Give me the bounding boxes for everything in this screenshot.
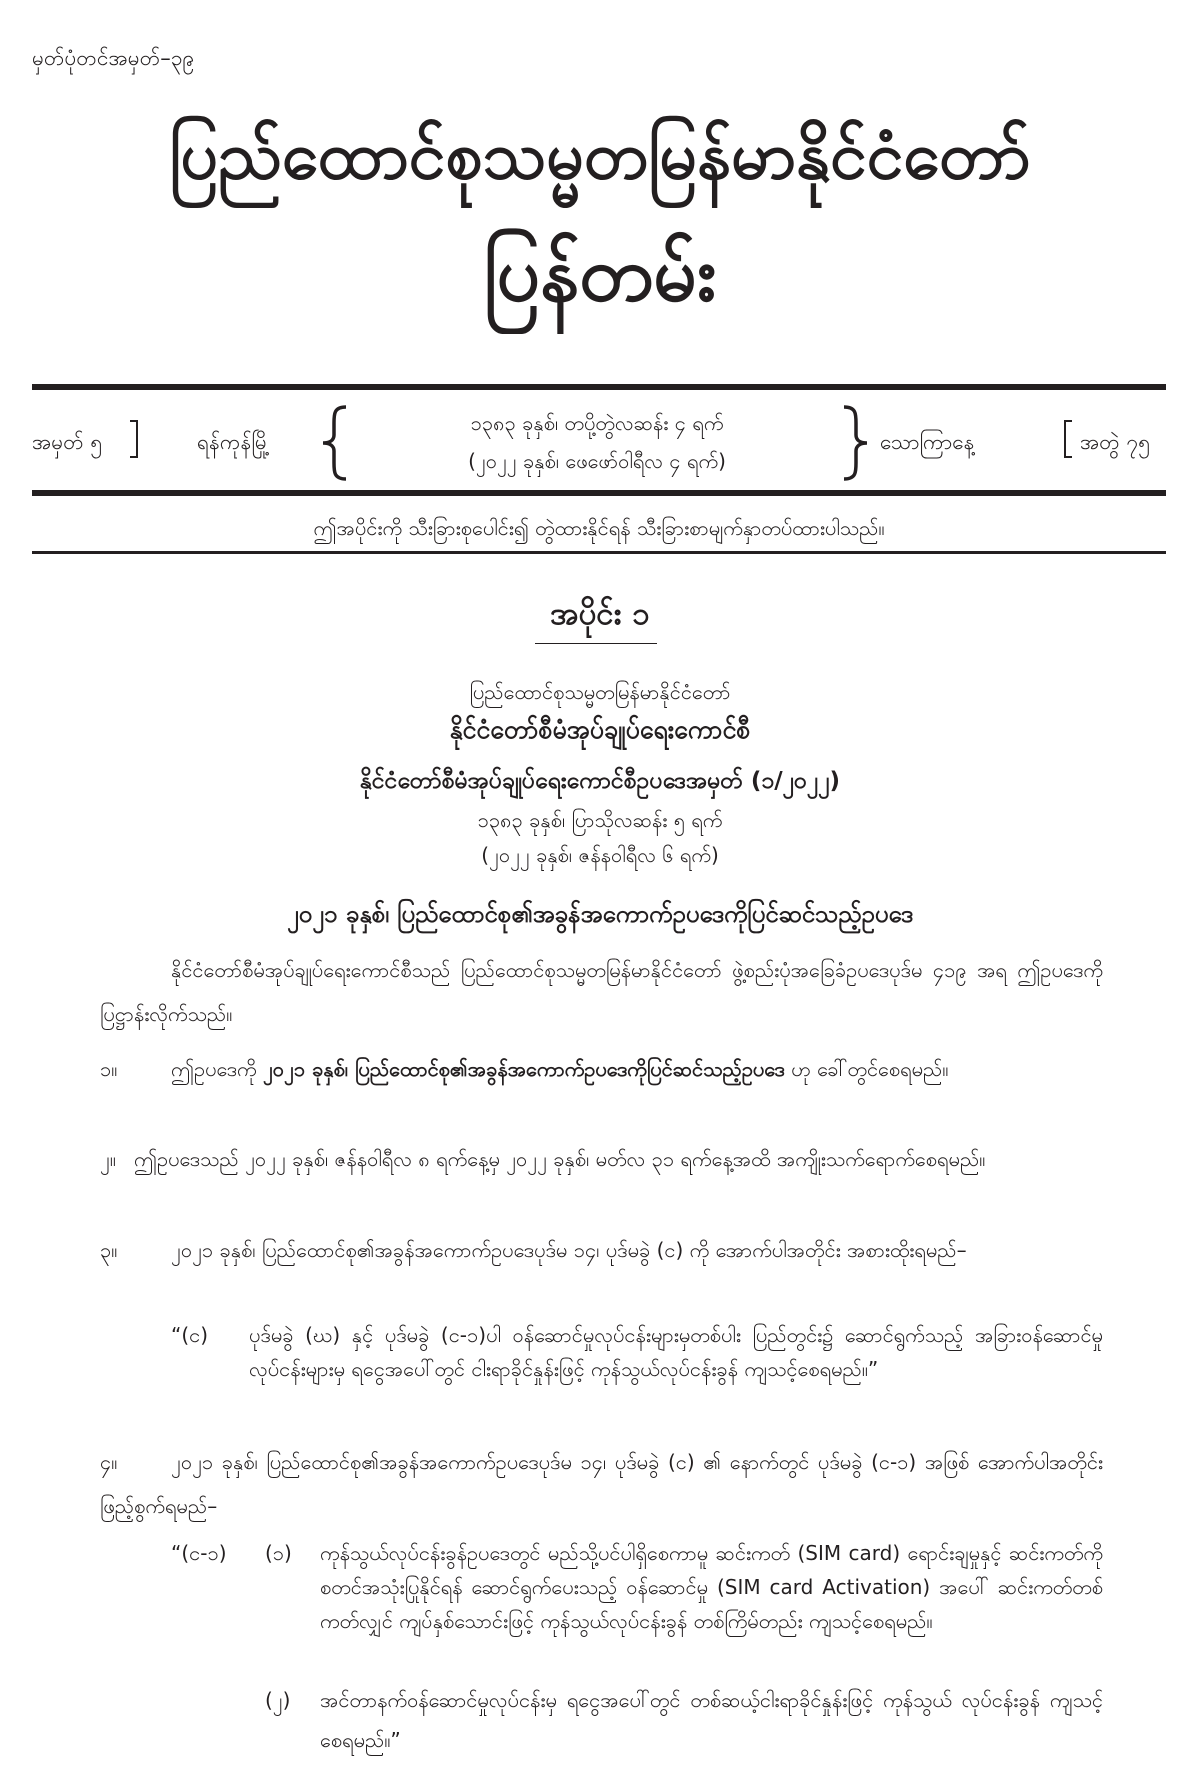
section-law-name: ၂၀၂၁ ခုနှစ်၊ ပြည်ထောင်စု၏အခွန်အကောက်ဥပဒေကိုပြင်ဆင်သည့်ဥပဒေ <box>262 1057 785 1081</box>
section-4-quoted-clause-1 <box>171 1536 1103 1676</box>
issue-volume: အတွဲ ၇၅ <box>1080 430 1151 454</box>
law-header-state: ပြည်ထောင်စုသမ္မတမြန်မာနိုင်ငံတော် <box>469 680 731 704</box>
section-text: ဤဥပဒေသည် ၂၀၂၂ ခုနှစ်၊ ဇန်နဝါရီလ ၈ ရက်နေ့မှ ၂၀၂၂ ခုနှစ်၊ မတ်လ ၃၁ ရက်နေ့အထိ အကျိုးသက်ရောက်စေရမည်။ <box>134 1147 986 1171</box>
section-number: ၄။ <box>100 1450 118 1474</box>
section-text: ၂၀၂၁ ခုနှစ်၊ ပြည်ထောင်စု၏အခွန်အကောက်ဥပဒေပုဒ်မ ၁၄၊ ပုဒ်မခွဲ (င) ၏ နောက်တွင် ပုဒ်မခွဲ (င-၁) အဖြစ် အောက်ပါအတိုင်း ဖြည့်စွက်ရမည်– <box>100 1450 1103 1518</box>
issue-header <box>0 398 1200 486</box>
separate-pages-notice: ဤအပိုင်းကို သီးခြားစုပေါင်း၍ တွဲထားနိုင်ရန် သီးခြားစာမျက်နှာတပ်ထားပါသည်။ <box>313 516 885 540</box>
sub-clause-text: အင်တာနက်ဝန်ဆောင်မှုလုပ်ငန်းမှ ရငွေအပေါ်တွင် တစ်ဆယ့်ငါးရာခိုင်နှုန်းဖြင့် ကုန်သွယ် လုပ်ငန်းခွန် ကျသင့်စေရမည်။” <box>320 1688 1103 1752</box>
quoted-clause-text: ပုဒ်မခွဲ (ဃ) နှင့် ပုဒ်မခွဲ (င-၁)ပါ ဝန်ဆောင်မှုလုပ်ငန်းများမှတစ်ပါး ပြည်တွင်း၌ ဆောင်ရွက်သည့် အခြားဝန်ဆောင်မှုလုပ်ငန်းများမှ ရငွေအပေါ်တွင် ငါးရာခိုင်နှုန်းဖြင့် ကုန်သွယ်လုပ်ငန်းခွန် ကျသင့်စေရမည်။” <box>249 1323 1103 1381</box>
issue-number: အမှတ် ၅ <box>32 430 103 454</box>
issue-weekday: သောကြာနေ့ <box>880 430 975 454</box>
section-2 <box>100 1138 1103 1226</box>
law-header-number: နိုင်ငံတော်စီမံအုပ်ချုပ်ရေးကောင်စီဥပဒေအမှတ် (၁/၂၀၂၂) <box>359 768 841 794</box>
top-double-rule <box>32 384 1166 390</box>
law-title: ၂၀၂၁ ခုနှစ်၊ ပြည်ထောင်စု၏အခွန်အကောက်ဥပဒေကိုပြင်ဆင်သည့်ဥပဒေ <box>286 900 914 928</box>
sub-clause-label: (၁) <box>265 1541 292 1565</box>
quoted-clause-label: “(င-၁) <box>171 1541 227 1565</box>
gazette-subtitle: ပြန်တမ်း <box>483 229 717 318</box>
part-heading: အပိုင်း ၁ <box>550 596 650 632</box>
sub-clause-label: (၂) <box>265 1688 291 1712</box>
section-number: ၁။ <box>100 1057 118 1081</box>
gazette-title: ပြည်ထောင်စုသမ္မတမြန်မာနိုင်ငံတော် <box>169 117 1031 194</box>
part-heading-underline <box>535 643 657 644</box>
section-text: ဟု ခေါ်တွင်စေရမည်။ <box>791 1057 949 1081</box>
issue-date-gregorian: (၂၀၂၂ ခုနှစ်၊ ဖေဖော်ဝါရီလ ၄ ရက်) <box>468 449 726 473</box>
issue-dates <box>356 404 838 480</box>
right-square-bracket <box>130 420 138 458</box>
section-number: ၂။ <box>100 1147 116 1171</box>
right-brace-icon <box>838 404 872 482</box>
issue-place: ရန်ကုန်မြို့ <box>197 430 271 454</box>
quoted-clause-label: “(င) <box>171 1323 209 1347</box>
section-3 <box>100 1228 1103 1320</box>
sub-clause-text: ကုန်သွယ်လုပ်ငန်းခွန်ဥပဒေတွင် မည်သို့ပင်ပါရှိစေကာမူ ဆင်းကတ် (SIM card) ရောင်းချမှုနှင့် ဆင်းကတ်ကို စတင်အသုံးပြုနိုင်ရန် ဆောင်ရွက်ပေးသည့် ဝန်ဆောင်မှု (SIM card Activation) အပေါ် ဆင်းကတ်တစ်ကတ်လျှင် ကျပ်နှစ်သောင်းဖြင့် ကုန်သွယ်လုပ်ငန်းခွန် တစ်ကြိမ်တည်း ကျသင့်စေရမည်။ <box>320 1541 1103 1633</box>
law-header-date-myanmar: ၁၃၈၃ ခုနှစ်၊ ပြာသိုလဆန်း ၅ ရက် <box>477 808 723 832</box>
section-text: ဤဥပဒေကို <box>171 1057 257 1081</box>
preamble: နိုင်ငံတော်စီမံအုပ်ချုပ်ရေးကောင်စီသည် ပြည်ထောင်စုသမ္မတမြန်မာနိုင်ငံတော် ဖွဲ့စည်းပုံအခြေခံဥပဒေပုဒ်မ ၄၁၉ အရ ဤဥပဒေကို ပြဋ္ဌာန်းလိုက်သည်။ <box>100 958 1103 1026</box>
law-header-date-gregorian: (၂၀၂၂ ခုနှစ်၊ ဇန်နဝါရီလ ၆ ရက်) <box>481 843 719 867</box>
section-text: ၂၀၂၁ ခုနှစ်၊ ပြည်ထောင်စု၏အခွန်အကောက်ဥပဒေပုဒ်မ ၁၄၊ ပုဒ်မခွဲ (င) ကို အောက်ပါအတိုင်း အစားထိုးရမည်– <box>171 1238 967 1262</box>
issue-date-myanmar: ၁၃၈၃ ခုနှစ်၊ တပို့တွဲလဆန်း ၄ ရက် <box>470 411 724 435</box>
middle-double-rule <box>32 490 1166 496</box>
section-1 <box>100 1048 1103 1136</box>
left-brace-icon <box>318 404 352 482</box>
bottom-rule <box>32 551 1166 554</box>
registration-number: မှတ်ပုံတင်အမှတ်–၃၉ <box>32 46 195 70</box>
left-square-bracket <box>1064 420 1072 458</box>
section-number: ၃။ <box>100 1238 118 1262</box>
section-4-quoted-clause-2 <box>265 1680 1103 1768</box>
law-header-council: နိုင်ငံတော်စီမံအုပ်ချုပ်ရေးကောင်စီ <box>449 715 751 744</box>
section-4 <box>100 1440 1103 1532</box>
section-3-quoted-clause <box>171 1318 1103 1426</box>
